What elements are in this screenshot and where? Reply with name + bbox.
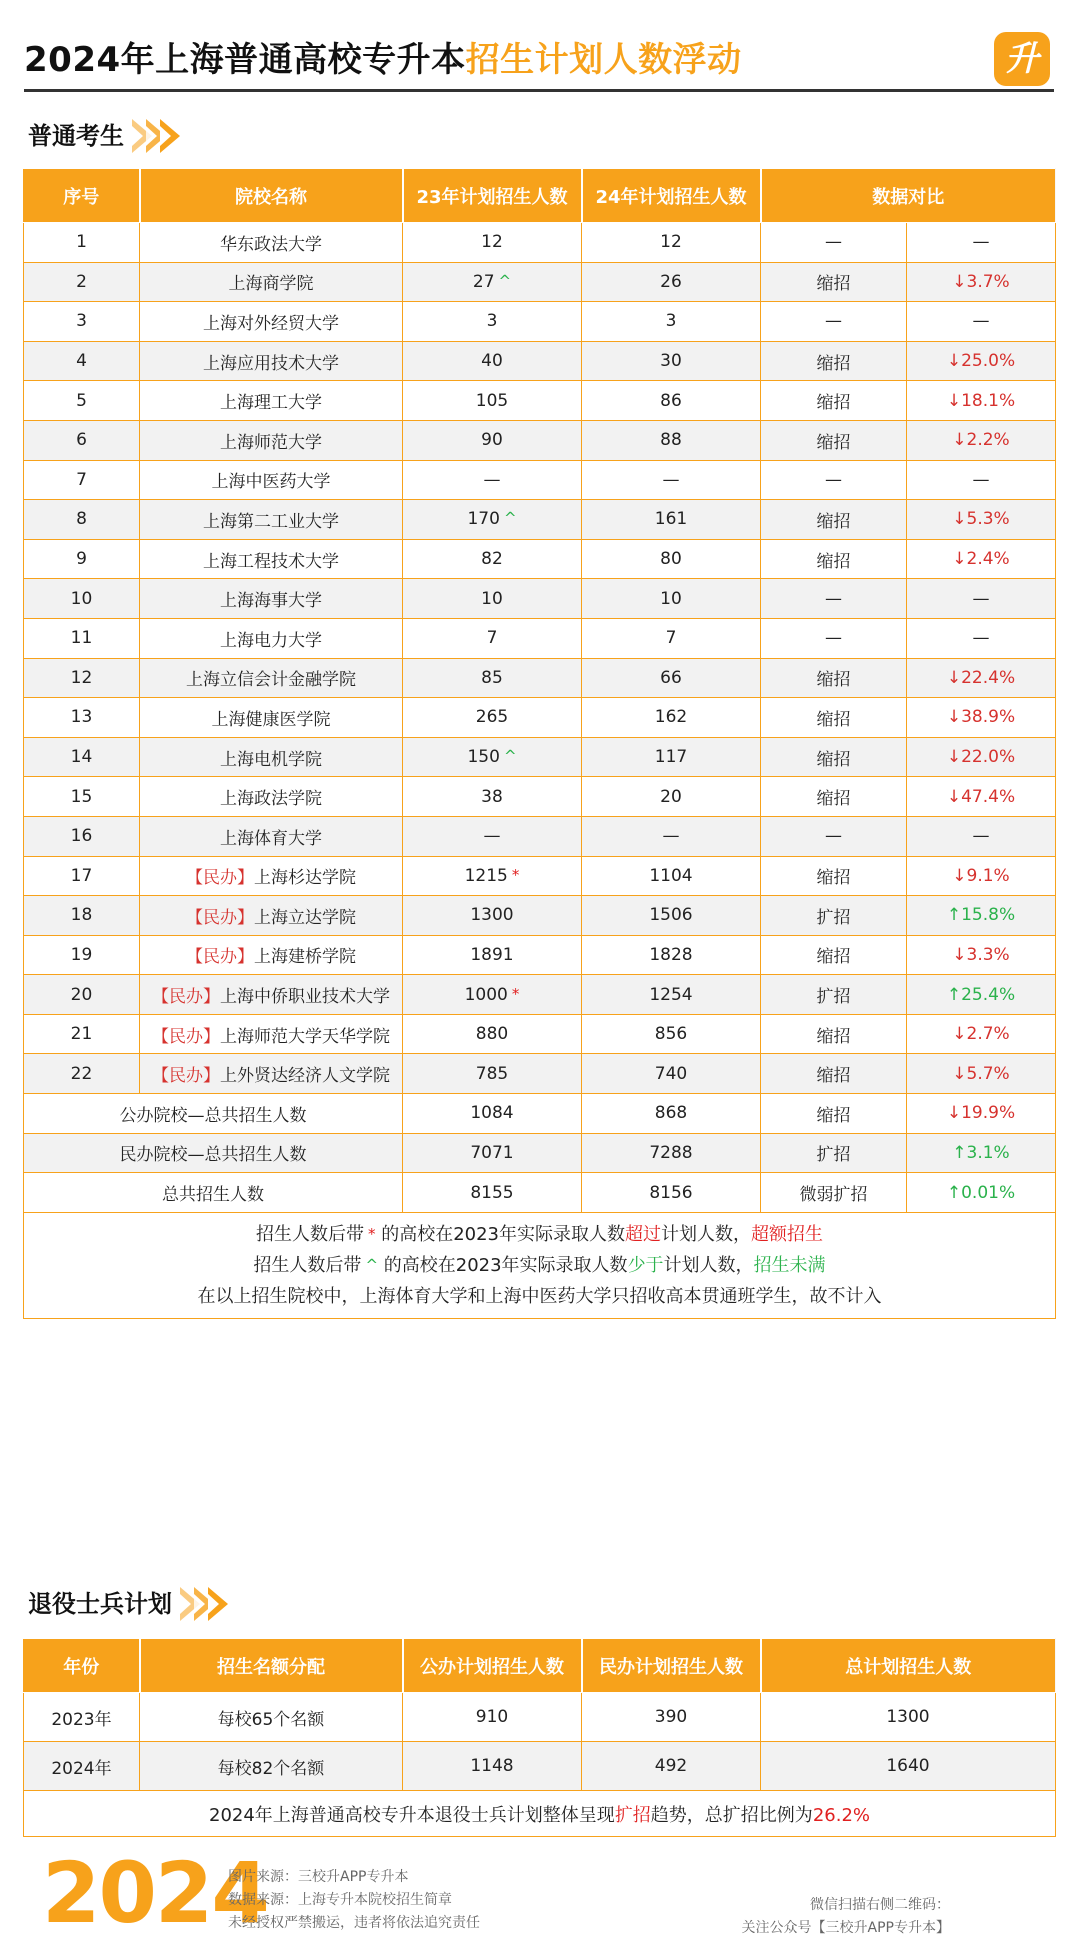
- plan-2023-cell: [403, 896, 582, 936]
- school-name-cell: [140, 579, 403, 619]
- table-row: [24, 420, 1056, 460]
- change-percent: ↑25.4%: [907, 975, 1056, 1015]
- change-percent: ↓25.0%: [907, 341, 1056, 381]
- note-over-enroll: [24, 1219, 1055, 1250]
- school-name-cell: [140, 777, 403, 817]
- plan-2024-value: 86: [582, 381, 761, 421]
- school-name: 上海立达学院: [254, 907, 356, 928]
- plan-2023-cell: [403, 302, 582, 342]
- table-row: [24, 262, 1056, 302]
- veteran-plan-table: [23, 1638, 1056, 1837]
- school-name-cell: [140, 816, 403, 856]
- change-type: 缩招: [761, 262, 907, 302]
- change-percent: ↓5.3%: [907, 500, 1056, 540]
- plan-2023-value: —: [483, 826, 501, 847]
- school-name-cell: [140, 262, 403, 302]
- school-name: 上海电力大学: [220, 630, 322, 651]
- private-tag: 【民办】: [152, 1026, 220, 1047]
- vet-total: 1300: [761, 1693, 1056, 1742]
- plan-2023-cell: [403, 381, 582, 421]
- table-row: [24, 381, 1056, 421]
- vet-public: 910: [403, 1693, 582, 1742]
- table-row: [24, 737, 1056, 777]
- table-row: [24, 579, 1056, 619]
- school-name: 上海理工大学: [220, 393, 322, 414]
- caret-icon: ^: [365, 1255, 379, 1274]
- change-type: 缩招: [761, 1014, 907, 1054]
- plan-2024-value: 1254: [582, 975, 761, 1015]
- table-row: [24, 539, 1056, 579]
- col-header-2023: 23年计划招生人数: [403, 169, 582, 223]
- section-title-text: 退役士兵计划: [28, 1590, 172, 1618]
- private-tag: 【民办】: [152, 987, 220, 1008]
- school-name-cell: [140, 896, 403, 936]
- vet-total: 1640: [761, 1742, 1056, 1791]
- plan-2024-value: 162: [582, 698, 761, 738]
- school-name-cell: [140, 341, 403, 381]
- copyright-notice: 未经授权严禁搬运，违者将依法追究责任: [228, 1915, 480, 1931]
- plan-2023-cell: [403, 539, 582, 579]
- plan-2023-cell: [403, 698, 582, 738]
- change-type: 扩招: [761, 896, 907, 936]
- plan-2023-cell: [403, 420, 582, 460]
- note-text: 招生人数后带: [255, 1223, 364, 1245]
- table-row: [24, 896, 1056, 936]
- table-row: [24, 698, 1056, 738]
- summary-highlight: 扩招: [614, 1804, 651, 1826]
- change-percent: ↓22.0%: [907, 737, 1056, 777]
- plan-2023-value: 150: [467, 747, 500, 768]
- table-row: [24, 1014, 1056, 1054]
- vet-year: 2023年: [24, 1693, 140, 1742]
- table-row: [24, 816, 1056, 856]
- row-no: 2: [24, 262, 140, 302]
- change-type: 缩招: [761, 856, 907, 896]
- row-no: 14: [24, 737, 140, 777]
- footer-year: 2024: [42, 1844, 268, 1942]
- plan-2023-value: 1215: [464, 865, 508, 886]
- plan-2023-cell: [403, 658, 582, 698]
- change-percent: ↓2.4%: [907, 539, 1056, 579]
- school-name-cell: [140, 1054, 403, 1094]
- school-name: 上外贤达经济人文学院: [220, 1066, 390, 1087]
- change-percent: ↓5.7%: [907, 1054, 1056, 1094]
- change-percent: —: [907, 223, 1056, 263]
- row-no: 7: [24, 460, 140, 500]
- plan-2024-value: 1506: [582, 896, 761, 936]
- total-change-percent: ↑3.1%: [907, 1133, 1056, 1173]
- total-2023: 1084: [403, 1094, 582, 1134]
- plan-2023-value: 1300: [470, 905, 514, 926]
- plan-2024-value: —: [582, 816, 761, 856]
- plan-2024-value: —: [582, 460, 761, 500]
- notes-cell: [24, 1212, 1056, 1318]
- plan-2023-value: 880: [475, 1024, 509, 1045]
- school-name-cell: [140, 935, 403, 975]
- vet-year: 2024年: [24, 1742, 140, 1791]
- qr-instruction: 微信扫描右侧二维码：: [810, 1897, 950, 1913]
- plan-2024-value: 856: [582, 1014, 761, 1054]
- school-name: 上海师范大学: [220, 432, 322, 453]
- school-name-cell: [140, 975, 403, 1015]
- plan-2023-cell: [403, 460, 582, 500]
- change-percent: ↓22.4%: [907, 658, 1056, 698]
- change-percent: —: [907, 579, 1056, 619]
- note-highlight: 超过: [625, 1223, 662, 1245]
- plan-2023-value: 7: [486, 628, 498, 649]
- table-row: [24, 223, 1056, 263]
- private-tag: 【民办】: [186, 947, 254, 968]
- row-no: 12: [24, 658, 140, 698]
- data-source: 数据来源：上海专升本院校招生简章: [228, 1892, 452, 1908]
- total-change-percent: ↓19.9%: [907, 1094, 1056, 1134]
- note-text: 计划人数，: [661, 1223, 752, 1245]
- plan-2023-cell: [403, 1054, 582, 1094]
- total-2023: 8155: [403, 1173, 582, 1213]
- row-no: 5: [24, 381, 140, 421]
- row-no: 8: [24, 500, 140, 540]
- under-enroll-caret-icon: ^: [498, 271, 512, 290]
- plan-2023-value: —: [483, 469, 501, 490]
- school-name-cell: [140, 698, 403, 738]
- row-no: 21: [24, 1014, 140, 1054]
- vet-private: 390: [582, 1693, 761, 1742]
- vet-summary-row: [24, 1791, 1056, 1837]
- over-enroll-star-icon: *: [511, 984, 520, 1003]
- row-no: 3: [24, 302, 140, 342]
- plan-2023-cell: [403, 1014, 582, 1054]
- private-tag: 【民办】: [186, 907, 254, 928]
- total-2024: 8156: [582, 1173, 761, 1213]
- plan-2023-cell: [403, 777, 582, 817]
- section-title-veteran: [28, 1584, 222, 1624]
- notes-row: [24, 1212, 1056, 1318]
- school-name: 上海健康医学院: [211, 709, 331, 730]
- plan-2024-value: 117: [582, 737, 761, 777]
- col-header-total: 总计划招生人数: [761, 1639, 1056, 1693]
- row-no: 1: [24, 223, 140, 263]
- plan-2023-cell: [403, 935, 582, 975]
- plan-2023-value: 785: [475, 1063, 509, 1084]
- school-name-cell: [140, 302, 403, 342]
- school-name-cell: [140, 856, 403, 896]
- plan-2023-value: 85: [481, 667, 503, 688]
- table-row: [24, 460, 1056, 500]
- total-label: 总共招生人数: [24, 1173, 403, 1213]
- note-text: 计划人数，: [663, 1254, 754, 1276]
- plan-2023-value: 1000: [464, 984, 508, 1005]
- plan-2023-value: 82: [481, 549, 503, 570]
- note-under-enroll: [24, 1250, 1055, 1281]
- plan-2024-value: 26: [582, 262, 761, 302]
- summary-highlight: 26.2%: [812, 1804, 870, 1826]
- change-percent: —: [907, 460, 1056, 500]
- school-name: 上海应用技术大学: [203, 353, 339, 374]
- total-row: [24, 1173, 1056, 1213]
- school-name-cell: [140, 381, 403, 421]
- row-no: 15: [24, 777, 140, 817]
- change-percent: ↓38.9%: [907, 698, 1056, 738]
- change-percent: —: [907, 618, 1056, 658]
- regular-plan-table: [23, 168, 1056, 1319]
- table-row: [24, 1693, 1056, 1742]
- plan-2023-value: 90: [481, 430, 503, 451]
- row-no: 19: [24, 935, 140, 975]
- plan-2024-value: 20: [582, 777, 761, 817]
- plan-2023-value: 3: [486, 311, 498, 332]
- school-name: 上海建桥学院: [254, 947, 356, 968]
- school-name: 上海海事大学: [220, 591, 322, 612]
- total-label: 公办院校—总共招生人数: [24, 1094, 403, 1134]
- school-name-cell: [140, 460, 403, 500]
- change-type: 缩招: [761, 539, 907, 579]
- total-2024: 7288: [582, 1133, 761, 1173]
- total-row: [24, 1133, 1056, 1173]
- summary-text: 2024年上海普通高校专升本退役士兵计划整体呈现: [209, 1804, 615, 1826]
- change-type: —: [761, 816, 907, 856]
- plan-2023-value: 40: [481, 351, 503, 372]
- school-name-cell: [140, 618, 403, 658]
- page-title: [24, 28, 1054, 92]
- row-no: 10: [24, 579, 140, 619]
- plan-2024-value: 66: [582, 658, 761, 698]
- plan-2024-value: 88: [582, 420, 761, 460]
- school-name: 上海电机学院: [220, 749, 322, 770]
- table-row: [24, 1054, 1056, 1094]
- plan-2023-value: 265: [475, 707, 509, 728]
- row-no: 4: [24, 341, 140, 381]
- change-percent: ↑15.8%: [907, 896, 1056, 936]
- school-name-cell: [140, 539, 403, 579]
- total-change-type: 扩招: [761, 1133, 907, 1173]
- table-row: [24, 618, 1056, 658]
- change-type: 缩招: [761, 420, 907, 460]
- table-row: [24, 777, 1056, 817]
- change-type: 缩招: [761, 737, 907, 777]
- change-percent: —: [907, 302, 1056, 342]
- plan-2023-value: 170: [467, 509, 500, 530]
- section-title-regular: [28, 116, 174, 156]
- plan-2024-value: 80: [582, 539, 761, 579]
- school-name: 上海师范大学天华学院: [220, 1026, 390, 1047]
- col-header-compare: 数据对比: [761, 169, 1056, 223]
- total-2023: 7071: [403, 1133, 582, 1173]
- change-type: —: [761, 302, 907, 342]
- total-change-type: 缩招: [761, 1094, 907, 1134]
- plan-2023-cell: [403, 737, 582, 777]
- note-text: 的高校在2023年实际录取人数: [381, 1223, 626, 1245]
- school-name: 上海中侨职业技术大学: [220, 987, 390, 1008]
- total-change-percent: ↑0.01%: [907, 1173, 1056, 1213]
- title-highlight: 招生计划人数浮动: [465, 40, 742, 80]
- change-type: 缩招: [761, 381, 907, 421]
- note-highlight: 少于: [627, 1254, 664, 1276]
- note-highlight: 招生未满: [753, 1254, 826, 1276]
- note-text: 招生人数后带: [253, 1254, 362, 1276]
- plan-2024-value: 740: [582, 1054, 761, 1094]
- change-type: —: [761, 460, 907, 500]
- table-row: [24, 658, 1056, 698]
- plan-2023-cell: [403, 579, 582, 619]
- change-type: —: [761, 579, 907, 619]
- school-name: 华东政法大学: [220, 234, 322, 255]
- plan-2023-cell: [403, 856, 582, 896]
- change-percent: ↓3.3%: [907, 935, 1056, 975]
- row-no: 11: [24, 618, 140, 658]
- col-header-public: 公办计划招生人数: [403, 1639, 582, 1693]
- change-percent: ↓2.2%: [907, 420, 1056, 460]
- school-name: 上海第二工业大学: [203, 511, 339, 532]
- total-2024: 868: [582, 1094, 761, 1134]
- school-name: 上海中医药大学: [211, 472, 331, 493]
- plan-2023-cell: [403, 341, 582, 381]
- plan-2023-value: 38: [481, 786, 503, 807]
- section-title-text: 普通考生: [28, 122, 124, 150]
- change-type: 缩招: [761, 500, 907, 540]
- under-enroll-caret-icon: ^: [503, 747, 517, 766]
- school-name-cell: [140, 500, 403, 540]
- plan-2024-value: 30: [582, 341, 761, 381]
- row-no: 13: [24, 698, 140, 738]
- table-row: [24, 341, 1056, 381]
- row-no: 18: [24, 896, 140, 936]
- row-no: 22: [24, 1054, 140, 1094]
- school-name: 上海对外经贸大学: [203, 313, 339, 334]
- plan-2023-cell: [403, 500, 582, 540]
- table-row: [24, 1742, 1056, 1791]
- plan-2023-value: 1891: [470, 944, 514, 965]
- row-no: 9: [24, 539, 140, 579]
- chevron-arrows-icon: [180, 1587, 222, 1621]
- vet-summary: [24, 1791, 1056, 1837]
- table-row: [24, 856, 1056, 896]
- private-tag: 【民办】: [152, 1066, 220, 1087]
- row-no: 16: [24, 816, 140, 856]
- table-row: [24, 975, 1056, 1015]
- school-name-cell: [140, 1014, 403, 1054]
- change-type: 扩招: [761, 975, 907, 1015]
- note-exclusion: 在以上招生院校中，上海体育大学和上海中医药大学只招收高本贯通班学生，故不计入: [197, 1285, 882, 1307]
- change-percent: ↓18.1%: [907, 381, 1056, 421]
- col-header-no: 序号: [24, 169, 140, 223]
- vet-alloc: 每校65个名额: [140, 1693, 403, 1742]
- note-highlight: 超额招生: [751, 1223, 824, 1245]
- change-percent: —: [907, 816, 1056, 856]
- title-main: 2024年上海普通高校专升本: [24, 40, 466, 80]
- plan-2024-value: 161: [582, 500, 761, 540]
- plan-2024-value: 12: [582, 223, 761, 263]
- plan-2024-value: 1828: [582, 935, 761, 975]
- total-change-type: 微弱扩招: [761, 1173, 907, 1213]
- change-type: 缩招: [761, 698, 907, 738]
- follow-account: 关注公众号【三校升APP专升本】: [741, 1920, 950, 1936]
- plan-2024-value: 7: [582, 618, 761, 658]
- private-tag: 【民办】: [186, 868, 254, 889]
- plan-2023-cell: [403, 223, 582, 263]
- plan-2023-cell: [403, 618, 582, 658]
- vet-private: 492: [582, 1742, 761, 1791]
- table-row: [24, 500, 1056, 540]
- chevron-arrows-icon: [132, 119, 174, 153]
- table-row: [24, 302, 1056, 342]
- over-enroll-star-icon: *: [511, 865, 520, 884]
- col-header-year: 年份: [24, 1639, 140, 1693]
- vet-alloc: 每校82个名额: [140, 1742, 403, 1791]
- school-name-cell: [140, 223, 403, 263]
- school-name-cell: [140, 420, 403, 460]
- note-text: 的高校在2023年实际录取人数: [383, 1254, 628, 1276]
- star-icon: *: [367, 1224, 376, 1243]
- app-logo-icon: 升: [994, 32, 1050, 86]
- row-no: 17: [24, 856, 140, 896]
- summary-text: 趋势，总扩招比例为: [650, 1804, 813, 1826]
- change-percent: ↓47.4%: [907, 777, 1056, 817]
- row-no: 6: [24, 420, 140, 460]
- col-header-alloc: 招生名额分配: [140, 1639, 403, 1693]
- school-name: 上海立信会计金融学院: [186, 670, 356, 691]
- change-type: 缩招: [761, 1054, 907, 1094]
- table-row: [24, 935, 1056, 975]
- plan-2023-value: 105: [475, 390, 509, 411]
- col-header-private: 民办计划招生人数: [582, 1639, 761, 1693]
- school-name-cell: [140, 658, 403, 698]
- plan-2023-cell: [403, 975, 582, 1015]
- plan-2024-value: 3: [582, 302, 761, 342]
- change-type: 缩招: [761, 935, 907, 975]
- school-name: 上海杉达学院: [254, 868, 356, 889]
- change-type: —: [761, 223, 907, 263]
- school-name: 上海体育大学: [220, 828, 322, 849]
- plan-2023-value: 27: [472, 271, 495, 292]
- plan-2024-value: 10: [582, 579, 761, 619]
- total-row: [24, 1094, 1056, 1134]
- plan-2023-value: 10: [481, 588, 503, 609]
- change-type: 缩招: [761, 777, 907, 817]
- plan-2023-value: 12: [481, 232, 503, 253]
- change-type: —: [761, 618, 907, 658]
- change-type: 缩招: [761, 658, 907, 698]
- footer-sources: [228, 1866, 480, 1935]
- col-header-2024: 24年计划招生人数: [582, 169, 761, 223]
- under-enroll-caret-icon: ^: [503, 509, 517, 528]
- change-percent: ↓3.7%: [907, 262, 1056, 302]
- col-header-school: 院校名称: [140, 169, 403, 223]
- change-percent: ↓9.1%: [907, 856, 1056, 896]
- school-name: 上海政法学院: [220, 789, 322, 810]
- change-type: 缩招: [761, 341, 907, 381]
- change-percent: ↓2.7%: [907, 1014, 1056, 1054]
- image-source: 图片来源：三校升APP专升本: [228, 1869, 409, 1885]
- school-name: 上海工程技术大学: [203, 551, 339, 572]
- total-label: 民办院校—总共招生人数: [24, 1133, 403, 1173]
- vet-public: 1148: [403, 1742, 582, 1791]
- footer-qr-text: [742, 1894, 950, 1940]
- row-no: 20: [24, 975, 140, 1015]
- plan-2023-cell: [403, 262, 582, 302]
- school-name-cell: [140, 737, 403, 777]
- page-header: [24, 28, 1054, 92]
- plan-2024-value: 1104: [582, 856, 761, 896]
- plan-2023-cell: [403, 816, 582, 856]
- school-name: 上海商学院: [228, 274, 314, 295]
